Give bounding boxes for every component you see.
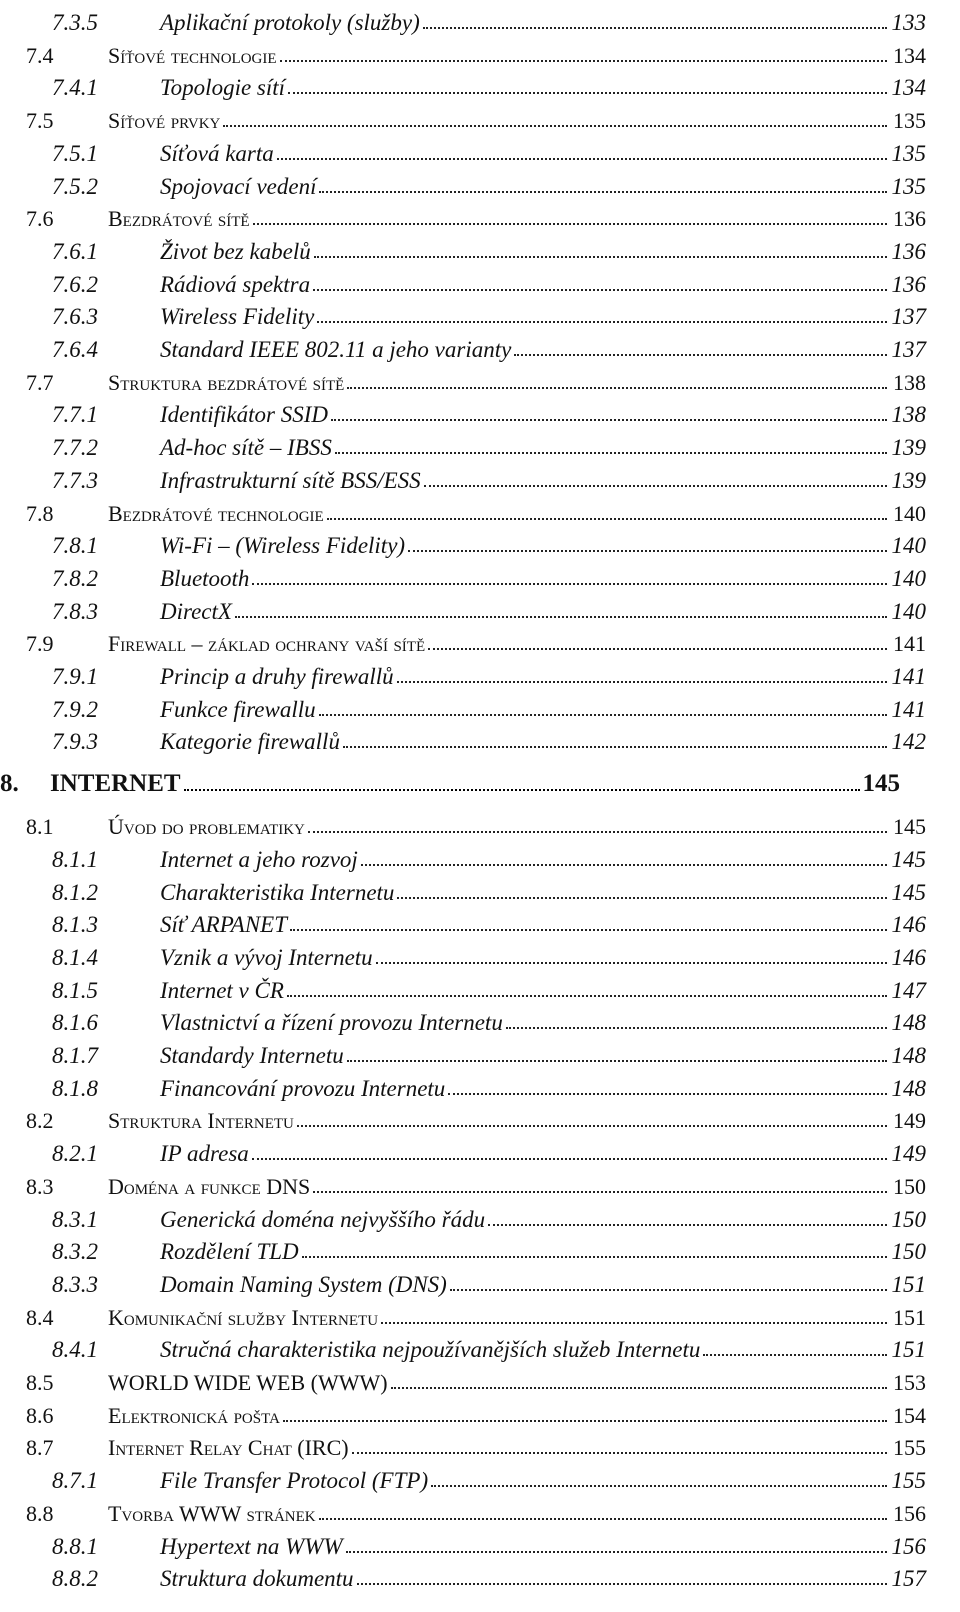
toc-subsection-entry [0,937,960,971]
dot-leader [223,125,887,127]
toc-subsection-entry [0,591,960,625]
toc-entry-line [160,11,926,34]
toc-entry-title: DirectX [160,598,232,624]
toc-entry-line [108,1372,926,1394]
toc-entry-title: Struktura dokumentu [160,1566,354,1592]
dot-leader [253,223,887,225]
toc-entry-page: 151 [893,1304,926,1330]
toc-entry-page: 140 [891,533,926,559]
toc-entry-number: 8.1.3 [52,912,98,938]
toc-entry-line [160,76,926,99]
toc-entry-page: 157 [891,1566,926,1592]
toc-entry-page: 138 [893,369,926,395]
toc-entry-title: Princip a druhy firewallů [160,664,394,689]
dot-leader [347,1060,887,1062]
toc-entry-title: Elektronická pošta [108,1402,280,1428]
toc-entry-page: 151 [891,1337,926,1363]
toc-entry-number: 8.8.1 [52,1533,98,1559]
toc-section-entry [0,100,960,134]
toc-entry-page: 138 [891,402,926,428]
toc-entry-page: 148 [891,1075,926,1101]
toc-subsection-entry [0,558,960,592]
toc-entry-line [160,979,926,1002]
toc-entry-title: INTERNET [50,770,181,798]
toc-subsection-entry [0,296,960,330]
toc-subsection-entry [0,1068,960,1102]
toc-subsection-entry [0,1231,960,1265]
toc-entry-line [160,338,926,361]
toc-entry-number: 7.7.2 [52,435,98,461]
toc-entry-line [160,881,926,904]
toc-entry-number: 7.6.4 [52,337,98,362]
toc-entry-number: 8.1.7 [52,1043,98,1068]
toc-subsection-entry [0,67,960,101]
dot-leader [347,387,887,389]
toc-entry-line [108,633,926,655]
toc-entry-title: Wi-Fi – (Wireless Fidelity) [160,533,406,559]
toc-entry-page: 136 [893,206,926,232]
dot-leader [317,321,887,323]
toc-entry-page: 141 [891,696,926,722]
toc-entry-number: 7.4.1 [52,75,98,101]
toc-entry-page: 134 [891,75,926,101]
toc-entry-line [160,469,926,492]
toc-section-entry [0,1493,960,1527]
toc-entry-title: Topologie sítí [160,75,286,101]
dot-leader [397,681,887,683]
toc-subsection-entry [0,525,960,559]
toc-entry-title: Síťové technologie [108,42,277,68]
toc-entry-line [108,1402,926,1428]
dot-leader [290,929,887,931]
toc-entry-number: 7.3.5 [52,10,98,35]
dot-leader [703,1354,887,1356]
toc-entry-page: 142 [891,729,926,755]
dot-leader [313,1191,887,1193]
toc-entry-page: 149 [891,1141,926,1167]
toc-entry-line [108,1437,926,1459]
toc-entry-page: 149 [893,1108,926,1134]
toc-entry-number: 8.2 [26,1108,54,1134]
dot-leader [397,897,887,899]
toc-entry-number: 8.1.4 [52,944,98,970]
toc-entry-title: Rádiová spektra [160,271,311,297]
toc-entry-line [160,698,926,721]
dot-leader [280,60,887,62]
dot-leader [514,354,887,356]
toc-entry-line [160,142,926,165]
toc-entry-line [108,1173,926,1199]
toc-subsection-entry [0,656,960,690]
toc-subsection-entry [0,689,960,723]
toc-entry-title: Identifikátor SSID [160,402,328,428]
toc-entry-number: 7.6.2 [52,271,98,297]
toc-entry-number: 8.7 [26,1435,54,1461]
toc-section-entry [0,623,960,657]
toc-entry-page: 154 [893,1402,926,1428]
toc-entry-page: 136 [891,271,926,297]
toc-entry-line [160,1338,926,1361]
toc-entry-number: 8.1.5 [52,977,98,1003]
toc-entry-title: Wireless Fidelity [160,304,315,330]
toc-subsection-entry [0,231,960,265]
toc-entry-number: 8.8 [26,1500,54,1526]
toc-subsection-entry [0,133,960,167]
toc-entry-page: 156 [893,1500,926,1526]
dot-leader [235,616,887,618]
dot-leader [381,1322,887,1324]
toc-entry-title: Internet v ČR [160,977,284,1003]
toc-entry-line [160,1208,926,1231]
toc-subsection-entry [0,329,960,363]
toc-entry-title: Vznik a vývoj Internetu [160,944,373,970]
toc-entry-page: 150 [891,1206,926,1232]
toc-entry-line [160,600,926,623]
toc-entry-number: 8.3.3 [52,1271,98,1297]
toc-entry-line [160,848,926,871]
toc-entry-title: Bezdrátové sítě [108,206,250,232]
dot-leader [277,158,887,160]
toc-entry-line [160,1535,926,1558]
toc-entry-page: 148 [891,1010,926,1036]
toc-subsection-entry [0,2,960,36]
toc-entry-title: Firewall – základ ochrany vaší sítě [108,631,426,657]
toc-entry-line [108,500,926,526]
toc-entry-page: 146 [891,912,926,938]
toc-entry-page: 151 [891,1271,926,1297]
toc-entry-number: 7.7 [26,369,54,395]
toc-subsection-entry [0,264,960,298]
toc-entry-title: Internet a jeho rozvoj [160,846,358,872]
dot-leader [331,419,887,421]
toc-entry-title: File Transfer Protocol (FTP) [160,1468,429,1494]
toc-entry-line [160,403,926,426]
toc-entry-number: 7.5.1 [52,140,98,166]
toc-section-entry [0,1297,960,1331]
toc-entry-number: 8. [0,770,19,798]
toc-entry-line [160,1011,926,1034]
toc-entry-page: 139 [891,467,926,493]
dot-leader [424,485,887,487]
toc-entry-number: 8.2.1 [52,1141,98,1167]
dot-leader [314,256,887,258]
toc-entry-line [160,567,926,590]
toc-entry-number: 8.3.1 [52,1206,98,1232]
toc-entry-line [50,771,900,796]
toc-entry-number: 7.9 [26,631,54,657]
toc-entry-number: 8.4.1 [52,1337,98,1363]
toc-section-entry [0,1166,960,1200]
toc-entry-title: Funkce firewallu [160,696,316,722]
toc-entry-page: 156 [891,1533,926,1559]
toc-entry-title: Úvod do problematiky [108,814,305,840]
toc-entry-page: 139 [891,435,926,461]
toc-section-entry [0,1362,960,1396]
toc-entry-line [108,208,926,230]
toc-entry-title: Bluetooth [160,565,250,591]
toc-entry-line [160,946,926,969]
toc-entry-title: Struktura Internetu [108,1108,294,1134]
toc-entry-title: Doména a funkce DNS [108,1173,311,1199]
dot-leader [287,995,887,997]
toc-subsection-entry [0,1002,960,1036]
toc-entry-page: 141 [891,664,926,689]
dot-leader [431,1485,887,1487]
toc-entry-number: 7.5 [26,108,54,134]
toc-entry-line [160,1077,926,1100]
toc-entry-number: 7.9.1 [52,664,98,689]
toc-entry-number: 7.8.2 [52,565,98,591]
toc-entry-line [160,665,926,688]
toc-entry-line [160,1044,926,1067]
toc-entry-title: Spojovací vedení [160,173,317,199]
toc-entry-line [160,913,926,936]
toc-entry-line [108,110,926,132]
dot-leader [288,92,887,94]
toc-subsection-entry [0,721,960,755]
toc-entry-title: Generická doména nejvyššího řádu [160,1206,486,1232]
toc-entry-page: 153 [893,1370,926,1395]
toc-subsection-entry [0,904,960,938]
toc-entry-line [160,1273,926,1296]
toc-entry-title: Financování provozu Internetu [160,1075,446,1101]
dot-leader [391,1387,887,1389]
toc-subsection-entry [0,1526,960,1560]
toc-entry-page: 137 [891,304,926,330]
toc-entry-line [160,1469,926,1492]
toc-subsection-entry [0,839,960,873]
toc-entry-number: 8.7.1 [52,1468,98,1494]
toc-entry-title: Standardy Internetu [160,1043,344,1068]
toc-entry-number: 7.8.3 [52,598,98,624]
toc-entry-title: Stručná charakteristika nejpoužívanějších služeb Internetu [160,1337,701,1363]
toc-entry-number: 7.6.1 [52,238,98,264]
toc-entry-page: 145 [893,814,926,840]
toc-entry-page: 133 [891,10,926,35]
toc-entry-line [108,816,926,838]
toc-entry-number: 7.7.3 [52,467,98,493]
toc-entry-line [108,369,926,395]
toc-entry-page: 140 [893,500,926,526]
toc-entry-number: 8.1 [26,814,54,840]
toc-entry-number: 7.7.1 [52,402,98,428]
toc-entry-page: 148 [891,1043,926,1068]
toc-entry-number: 8.5 [26,1370,54,1395]
toc-entry-number: 7.9.2 [52,696,98,722]
toc-entry-number: 7.4 [26,42,54,68]
toc-entry-line [160,1567,926,1590]
toc-subsection-entry [0,460,960,494]
toc-chapter-entry [0,764,960,798]
toc-subsection-entry [0,427,960,461]
dot-leader [252,583,887,585]
toc-entry-page: 135 [891,173,926,199]
toc-subsection-entry [0,394,960,428]
dot-leader [408,550,887,552]
toc-entry-title: Ad-hoc sítě – IBSS [160,435,332,461]
toc-entry-line [108,1304,926,1330]
toc-entry-page: 155 [893,1435,926,1461]
toc-entry-number: 8.1.6 [52,1010,98,1036]
toc-entry-page: 150 [893,1173,926,1199]
toc-entry-number: 8.3.2 [52,1239,98,1265]
toc-entry-page: 147 [891,977,926,1003]
dot-leader [428,648,887,650]
toc-entry-page: 145 [891,846,926,872]
toc-entry-line [108,42,926,68]
toc-entry-title: Tvorba WWW stránek [108,1500,316,1526]
toc-entry-number: 7.8 [26,500,54,526]
toc-entry-number: 8.4 [26,1304,54,1330]
toc-entry-line [160,273,926,296]
dot-leader [252,1158,887,1160]
toc-section-entry [0,1395,960,1429]
toc-entry-number: 7.6 [26,206,54,232]
toc-section-entry [0,1100,960,1134]
dot-leader [283,1420,887,1422]
toc-subsection-entry [0,166,960,200]
toc-entry-page: 134 [893,42,926,68]
toc-entry-title: Rozdělení TLD [160,1239,299,1265]
toc-entry-page: 140 [891,565,926,591]
toc-entry-number: 7.9.3 [52,729,98,755]
toc-entry-line [160,1142,926,1165]
toc-section-entry [0,35,960,69]
toc-entry-line [108,1500,926,1526]
toc-entry-title: Struktura bezdrátové sítě [108,369,345,395]
toc-entry-page: 135 [891,140,926,166]
dot-leader [346,1551,887,1553]
toc-subsection-entry [0,1329,960,1363]
dot-leader [376,962,887,964]
toc-entry-number: 8.1.8 [52,1075,98,1101]
dot-leader [506,1027,887,1029]
toc-subsection-entry [0,872,960,906]
dot-leader [361,864,887,866]
toc-subsection-entry [0,1558,960,1592]
dot-leader [335,452,887,454]
dot-leader [319,714,887,716]
toc-entry-title: Standard IEEE 802.11 a jeho varianty [160,337,512,362]
dot-leader [343,746,887,748]
toc-entry-number: 8.6 [26,1402,54,1428]
toc-entry-page: 150 [891,1239,926,1265]
toc-entry-page: 146 [891,944,926,970]
dot-leader [319,1518,887,1520]
dot-leader [352,1452,887,1454]
toc-entry-number: 8.8.2 [52,1566,98,1592]
dot-leader [357,1583,887,1585]
toc-entry-page: 145 [862,770,900,798]
toc-entry-line [160,534,926,557]
toc-entry-title: IP adresa [160,1141,249,1167]
dot-leader [302,1256,887,1258]
toc-entry-title: Bezdrátové technologie [108,500,324,526]
dot-leader [450,1289,887,1291]
toc-section-entry [0,493,960,527]
toc-section-entry [0,362,960,396]
toc-entry-title: Domain Naming System (DNS) [160,1271,447,1297]
toc-entry-number: 8.1.1 [52,846,98,872]
toc-entry-number: 7.8.1 [52,533,98,559]
toc-entry-page: 136 [891,238,926,264]
toc-entry-page: 155 [891,1468,926,1494]
toc-entry-title: Hypertext na WWW [160,1533,343,1559]
toc-entry-line [160,1240,926,1263]
dot-leader [308,831,887,833]
toc-entry-title: Charakteristika Internetu [160,879,395,905]
dot-leader [313,289,887,291]
toc-section-entry [0,198,960,232]
toc-section-entry [0,806,960,840]
dot-leader [297,1125,887,1127]
toc-entry-number: 7.6.3 [52,304,98,330]
toc-entry-title: Komunikační služby Internetu [108,1304,379,1330]
toc-entry-title: Život bez kabelů [160,238,311,264]
toc-entry-title: Síť ARPANET [160,912,288,938]
toc-entry-number: 8.1.2 [52,879,98,905]
toc-section-entry [0,1427,960,1461]
dot-leader [423,27,887,29]
toc-entry-page: 140 [891,598,926,624]
dot-leader [327,518,887,520]
toc-entry-number: 8.3 [26,1173,54,1199]
toc-entry-title: WORLD WIDE WEB (WWW) [108,1370,388,1395]
dot-leader [448,1093,887,1095]
dot-leader [488,1224,887,1226]
toc-entry-line [160,436,926,459]
toc-entry-line [160,240,926,263]
toc-entry-line [160,175,926,198]
toc-entry-title: Internet Relay Chat (IRC) [108,1435,349,1461]
toc-entry-page: 141 [893,631,926,657]
toc-subsection-entry [0,1199,960,1233]
toc-entry-title: Síťové prvky [108,108,221,134]
toc-entry-title: Vlastnictví a řízení provozu Internetu [160,1010,503,1036]
dot-leader [184,789,860,791]
toc-entry-number: 7.5.2 [52,173,98,199]
toc-subsection-entry [0,1460,960,1494]
toc-subsection-entry [0,1264,960,1298]
toc-entry-title: Síťová karta [160,140,274,166]
toc-entry-line [160,305,926,328]
toc-entry-page: 137 [891,337,926,362]
toc-entry-title: Kategorie firewallů [160,729,340,755]
dot-leader [319,191,887,193]
toc-entry-line [160,730,926,753]
toc-subsection-entry [0,970,960,1004]
toc-entry-page: 135 [893,108,926,134]
toc-subsection-entry [0,1035,960,1069]
toc-subsection-entry [0,1133,960,1167]
toc-entry-page: 145 [891,879,926,905]
toc-entry-line [108,1110,926,1132]
toc-entry-title: Infrastrukturní sítě BSS/ESS [160,467,421,493]
toc-entry-title: Aplikační protokoly (služby) [160,10,420,35]
